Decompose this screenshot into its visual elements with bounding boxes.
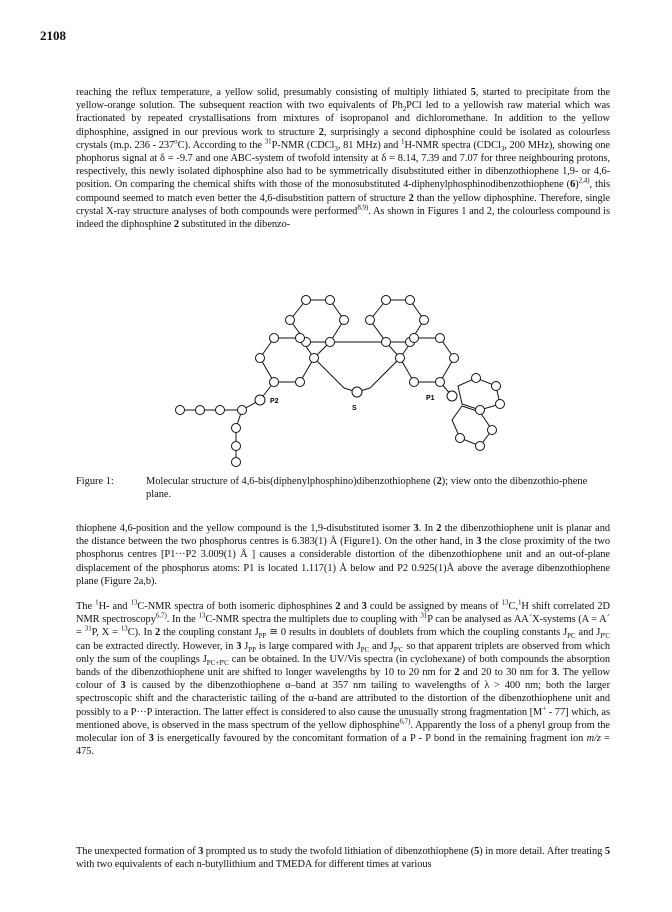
- p2-label: P2: [270, 398, 279, 405]
- p1-label: P1: [426, 395, 435, 402]
- figure-caption-text: Molecular structure of 4,6-bis(diphenylphosphino)dibenzothiophene (2); view onto the dibenzothio-phene plane.: [146, 476, 588, 501]
- figure-caption-label: Figure 1:: [76, 476, 114, 487]
- molecular-structure-figure: [140, 278, 540, 468]
- p2-atom: [255, 395, 265, 405]
- figure-caption: [76, 475, 610, 501]
- sulfur-label: S: [352, 405, 357, 412]
- page-number: 2108: [40, 28, 66, 43]
- paragraph-4: The unexpected formation of 3 prompted us to study the twofold lithiation of dibenzothiophene (5) in more detail. After treating 5 with two equivalents of each n-butyllithium and TMEDA for different times at various: [76, 846, 611, 871]
- sulfur-atom: [352, 387, 362, 397]
- paragraph-2: thiophene 4,6-position and the yellow compound is the 1,9-disubstituted isomer 3. In 2 the dibenzothiophene unit is planar and the distance between the two phosphorus centres is 6.383(1) Å (Figure1). On the other hand, in 3 the close proximity of the two phosphorus centres [P1···P2 3.009(1) Å ] causes a considerable distortion of the dibenzothiophene unit and an out-of-plane displacement of the phosphorus atoms: P1 is located 1.117(1) Å below and P2 0.925(1)Å above the average dibenzothiophene plane (Figure 2a,b).: [76, 523, 610, 587]
- paragraph-1: reaching the reflux temperature, a yellow solid, presumably consisting of multiply lithiated 5, started to precipitate from the yellow-orange solution. The subsequent reaction with two equivalents of $Ph_2PCl$ led to a yellowish raw material which was fractionated by repeated crystallisations from mixtures of isopropanol and dichloromethane. In addition to the yellow diphosphine, assigned in our previous work to structure 2, surprisingly a second diphosphine could be isolated as colourless crystals (m.p. 236 - 237$^o$C). According to the $^{31}$P-NMR (CDCl$_3$, 81 MHz) and $^1$H-NMR spectra (CDCl$_3$, 200 MHz), showing one phophorus signal at δ = -9.7 and one ABC-system of twofold intensity at δ = 8.14, 7.39 and 7.07 for three neighbouring protons, respectively, this newly isolated diphosphine also had to be symmetrically disubstituted either in dibenzothiophene 1,9- or 4,6-position. On comparing the chemical shifts with those of the monosubstituted 4-diphenylphosphinodibenzothiophene $(6)^{2,4)}$, this compound seemed to match even better the 4,6-disubstition pattern of structure 2 than the yellow diphosphine. Therefore, single crystal X-ray structure analyses of both compounds were performed$^{8,9)}$. As shown in Figures 1 and 2, the colourless compound is indeed the diphosphine 2 substituted in the dibenzo-: [76, 87, 611, 231]
- p1-atom: [447, 391, 457, 401]
- paragraph-3: The $^1$H- and $^{13}$C-NMR spectra of both isomeric diphosphines 2 and 3 could be assigned by means of $^{13}$C,$^1$H shift correlated 2D NMR spectroscopy$^{6,7)}$. In the $^{13}$C-NMR spectra the multiplets due to coupling with $^{31}$P can be analysed as AA´X-systems (A = A´ = $^{31}$P, X = $^{13}$C). In 2 the coupling constant $J_{PP}$ ≅ 0 results in doublets of doublets from which the coupling constants $J_{PC}$ and $J_{P'C}$ can be extracted directly. However, in 3 $J_{PP}$ is large compared with $J_{PC}$ and $J_{P'C}$ so that apparent triplets are observed from which only the sum of the couplings $J_{PC+P'C}$ can be obtained. In the UV/Vis spectra (in cyclohexane) of both compounds the absorption bands of the dibenzothiophene unit are shifted to longer wavelengths by 10 to 20 nm for 2 and 20 to 30 nm for 3. The yellow colour of 3 is caused by the dibenzothiophene α–band at 357 nm tailing to wavelengths of λ > 400 nm; both the larger spectroscopic shift and the characteristic tailing of the α-band are attributed to the distortion of the dibenzothiophene unit and possibly to a P···P interaction. The latter effect is considered to also cause the unusually strong fragmentation [M+ - 77] which, as mentioned above, is observed in the mass spectrum of the yellow diphosphine$^{6,7)}$. Apparently the loss of a phenyl group from the molecular ion of 3 is energetically favoured by the concomitant formation of a P - P bond in the remaining fragment ion m/z = 475.: [76, 598, 611, 758]
- molecule-drawing: [140, 278, 540, 468]
